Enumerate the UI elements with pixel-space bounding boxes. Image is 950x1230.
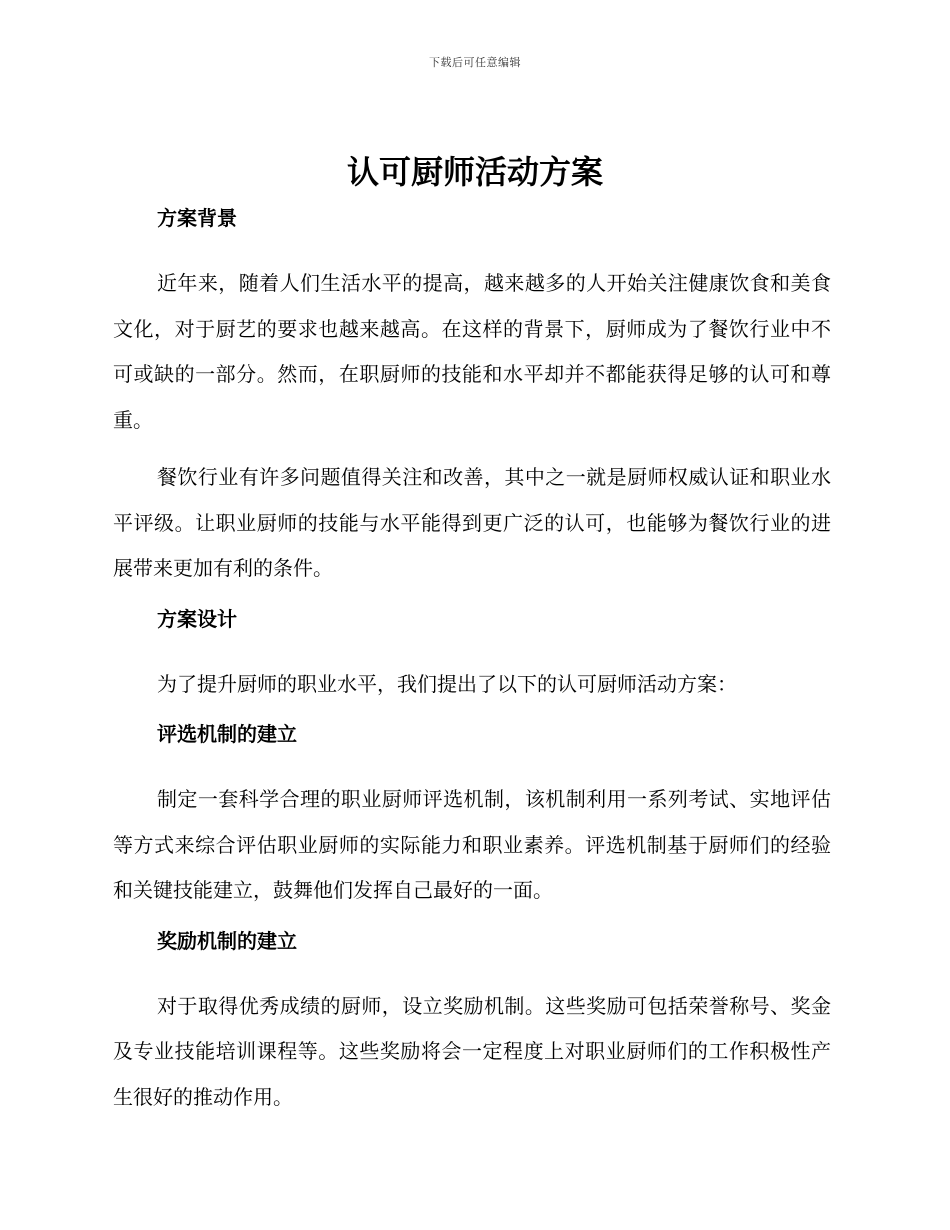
paragraph-reward-1: 对于取得优秀成绩的厨师，设立奖励机制。这些奖励可包括荣誉称号、奖金及专业技能培训课程等。这些奖励将会一定程度上对职业厨师们的工作积极性产生很好的推动作用。: [113, 993, 831, 1109]
document-title: 认可厨师活动方案: [346, 153, 603, 191]
paragraph-selection-1: 制定一套科学合理的职业厨师评选机制，该机制利用一系列考试、实地评估等方式来综合评估职业厨师的实际能力和职业素养。评选机制基于厨师们的经验和关键技能建立，鼓舞他们发挥自己最好的一面。: [113, 787, 831, 902]
header-note: 下载后可任意编辑: [429, 56, 521, 69]
section-heading-background: 方案背景: [157, 206, 237, 230]
paragraph-background-1: 近年来，随着人们生活水平的提高，越来越多的人开始关注健康饮食和美食文化，对于厨艺的要求也越来越高。在这样的背景下，厨师成为了餐饮行业中不可或缺的一部分。然而，在职厨师的技能和水平却并不都能获得足够的认可和尊重。: [113, 271, 831, 432]
paragraph-background-2: 餐饮行业有许多问题值得关注和改善，其中之一就是厨师权威认证和职业水平评级。让职业厨师的技能与水平能得到更广泛的认可，也能够为餐饮行业的进展带来更加有利的条件。: [113, 465, 831, 580]
section-heading-design: 方案设计: [157, 606, 237, 631]
section-heading-selection: 评选机制的建立: [157, 722, 297, 746]
document-body: [113, 203, 831, 1120]
section-heading-reward: 奖励机制的建立: [157, 928, 297, 953]
paragraph-design-1: 为了提升厨师的职业水平，我们提出了以下的认可厨师活动方案：: [157, 671, 737, 696]
